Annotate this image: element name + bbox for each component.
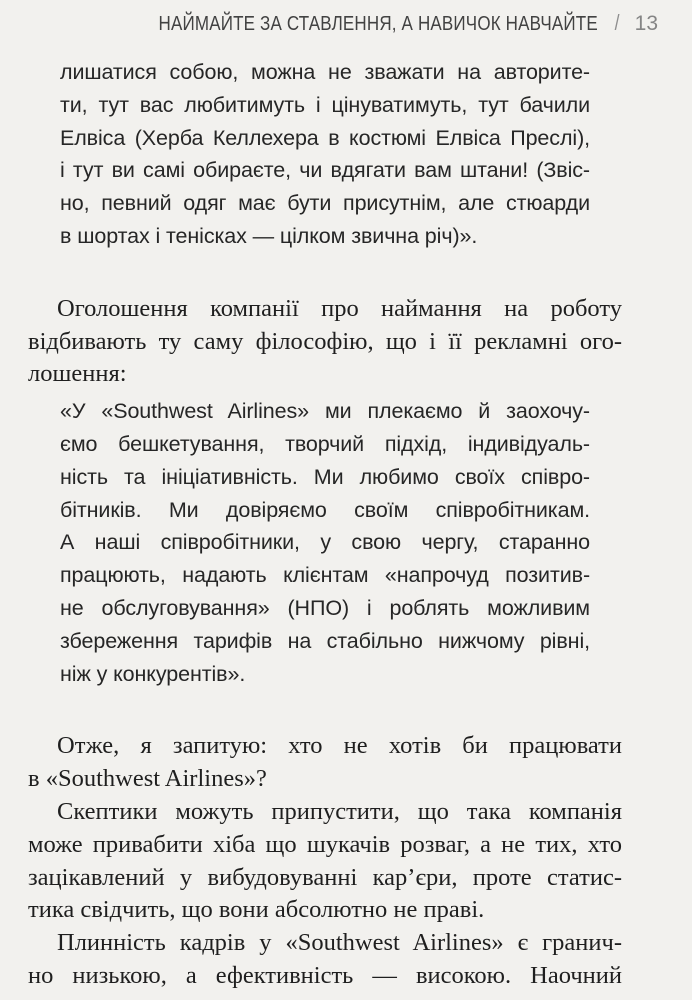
text-line: тика свідчить, що вони абсолютно не праві. xyxy=(28,896,485,924)
text-line: но, певний одяг має бути присутнім, але стюарди xyxy=(60,191,590,216)
text-line: не обслуговування» (НПО) і роблять можливим xyxy=(60,595,590,620)
text-line: бітників. Ми довіряємо своїм співробітникам. xyxy=(60,497,590,522)
text-line: Елвіса (Херба Келлехера в костюмі Елвіса Преслі), xyxy=(60,125,590,150)
text-line: відбивають ту саму філософію, що і її рекламні ого- xyxy=(28,327,622,355)
running-head-title: НАЙМАЙТЕ ЗА СТАВЛЕННЯ, А НАВИЧОК НАВЧАЙТЕ xyxy=(158,13,598,35)
text-line: ємо бешкетування, творчий підхід, індивідуаль- xyxy=(60,431,590,456)
text-line: зацікавлений у вибудовуванні кар’єри, проте статис- xyxy=(28,863,622,891)
paragraph xyxy=(28,730,622,796)
text-line: Плинність кадрів у «Southwest Airlines» є гранич- xyxy=(57,929,622,957)
page-number: 13 xyxy=(634,12,658,35)
header-separator: / xyxy=(614,10,620,35)
quote-block xyxy=(60,395,590,690)
text-line: збереження тарифів на стабільно нижчому рівні, xyxy=(60,628,590,653)
paragraph xyxy=(28,796,622,927)
text-line: в шортах і тенісках — цілком звична річ)». xyxy=(60,223,478,248)
text-line: ність та ініціативність. Ми любимо своїх співро- xyxy=(60,464,590,489)
text-line: лошення: xyxy=(28,360,127,388)
text-line: но низькою, а ефективність — високою. Наочний xyxy=(28,961,622,989)
text-line: лишатися собою, можна не зважати на авторите- xyxy=(60,60,590,84)
paragraph xyxy=(28,293,622,391)
text-line: працюють, надають клієнтам «напрочуд позитив- xyxy=(60,563,590,588)
text-line: Оголошення компанії про наймання на роботу xyxy=(57,294,622,322)
text-line: ти, тут вас любитимуть і цінуватимуть, тут бачили xyxy=(60,92,590,117)
quote-block xyxy=(60,56,590,253)
text-line: Отже, я запитую: хто не хотів би працювати xyxy=(57,732,622,760)
text-line: і тут ви самі обираєте, чи вдягати вам штани! (Звіс- xyxy=(60,158,590,183)
text-line: А наші співробітники, у свою чергу, старанно xyxy=(60,530,590,555)
page-header xyxy=(0,10,658,36)
paragraph xyxy=(28,927,622,993)
text-line: може привабити хіба що шукачів розваг, а не тих, хто xyxy=(28,830,622,858)
page-content xyxy=(28,56,622,993)
text-line: «У «Southwest Airlines» ми плекаємо й заохочу- xyxy=(60,399,590,424)
text-line: в «Southwest Airlines»? xyxy=(28,765,267,793)
text-line: Скептики можуть припустити, що така компанія xyxy=(57,797,622,825)
text-line: ніж у конкурентів». xyxy=(60,661,246,686)
